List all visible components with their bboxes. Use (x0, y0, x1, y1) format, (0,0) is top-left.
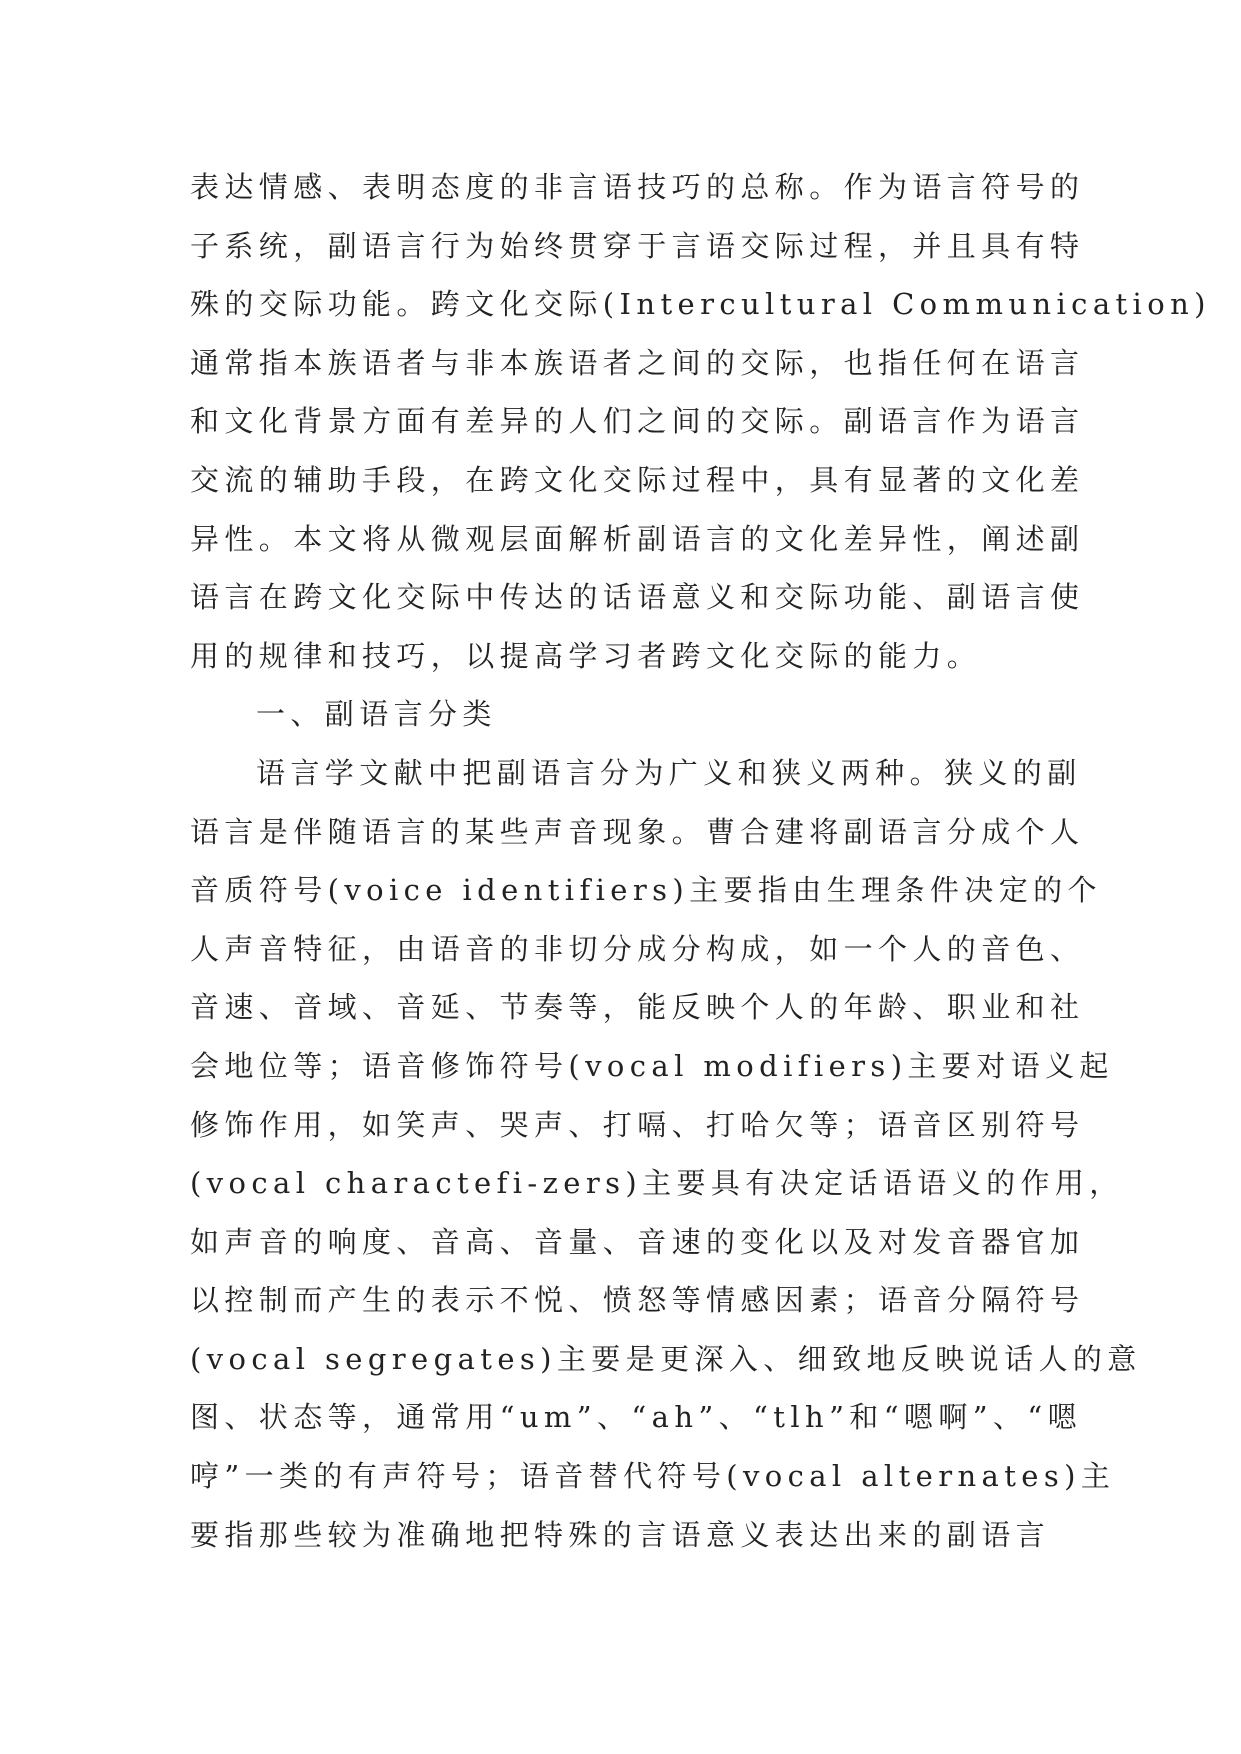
text-line: (vocal segregates)主要是更深入、细致地反映说话人的意 (190, 1341, 1142, 1376)
text-line: 表达情感、表明态度的非言语技巧的总称。作为语言符号的 (190, 170, 1085, 204)
text-line: 哼”一类的有声符号；语音替代符号(vocal alternates)主 (190, 1459, 1116, 1494)
text-line: 语言在跨文化交际中传达的话语意义和交际功能、副语言使 (190, 580, 1085, 615)
text-line: 要指那些较为准确地把特殊的言语意义表达出来的副语言 (190, 1517, 1051, 1552)
text-line: 会地位等；语音修饰符号(vocal modifiers)主要对语义起 (190, 1048, 1114, 1083)
text-line: 语言是伴随语言的某些声音现象。曹合建将副语言分成个人 (190, 814, 1085, 849)
text-line: 语言学文献中把副语言分为广义和狭义两种。狭义的副 (256, 755, 1082, 790)
text-line: 用的规律和技巧，以提高学习者跨文化交际的能力。 (190, 638, 982, 673)
text-line: 音速、音域、音延、节奏等，能反映个人的年龄、职业和社 (190, 990, 1085, 1025)
text-line: 子系统，副语言行为始终贯穿于言语交际过程，并且具有特 (190, 228, 1085, 263)
text-line: 如声音的响度、音高、音量、音速的变化以及对发音器官加 (190, 1224, 1085, 1259)
text-line: 图、状态等，通常用“um”、“ah”、“tlh”和“嗯啊”、“嗯 (190, 1400, 1082, 1435)
text-line: (vocal charactefi-zers)主要具有决定话语语义的作用， (190, 1166, 1124, 1201)
text-line: 一、副语言分类 (256, 697, 497, 732)
text-line: 和文化背景方面有差异的人们之间的交际。副语言作为语言 (190, 404, 1085, 439)
text-line: 殊的交际功能。跨文化交际(Intercultural Communication) (190, 287, 1211, 322)
body-text (190, 158, 1211, 1564)
text-line: 以控制而产生的表示不悦、愤怒等情感因素；语音分隔符号 (190, 1283, 1085, 1318)
text-line: 交流的辅助手段，在跨文化交际过程中，具有显著的文化差 (190, 462, 1085, 497)
text-line: 修饰作用，如笑声、哭声、打嗝、打哈欠等；语音区别符号 (190, 1107, 1085, 1142)
text-line: 音质符号(voice identifiers)主要指由生理条件决定的个 (190, 873, 1102, 908)
text-line: 人声音特征，由语音的非切分成分构成，如一个人的音色、 (190, 931, 1085, 966)
text-line: 异性。本文将从微观层面解析副语言的文化差异性，阐述副 (190, 521, 1085, 556)
text-line: 通常指本族语者与非本族语者之间的交际，也指任何在语言 (190, 345, 1085, 380)
